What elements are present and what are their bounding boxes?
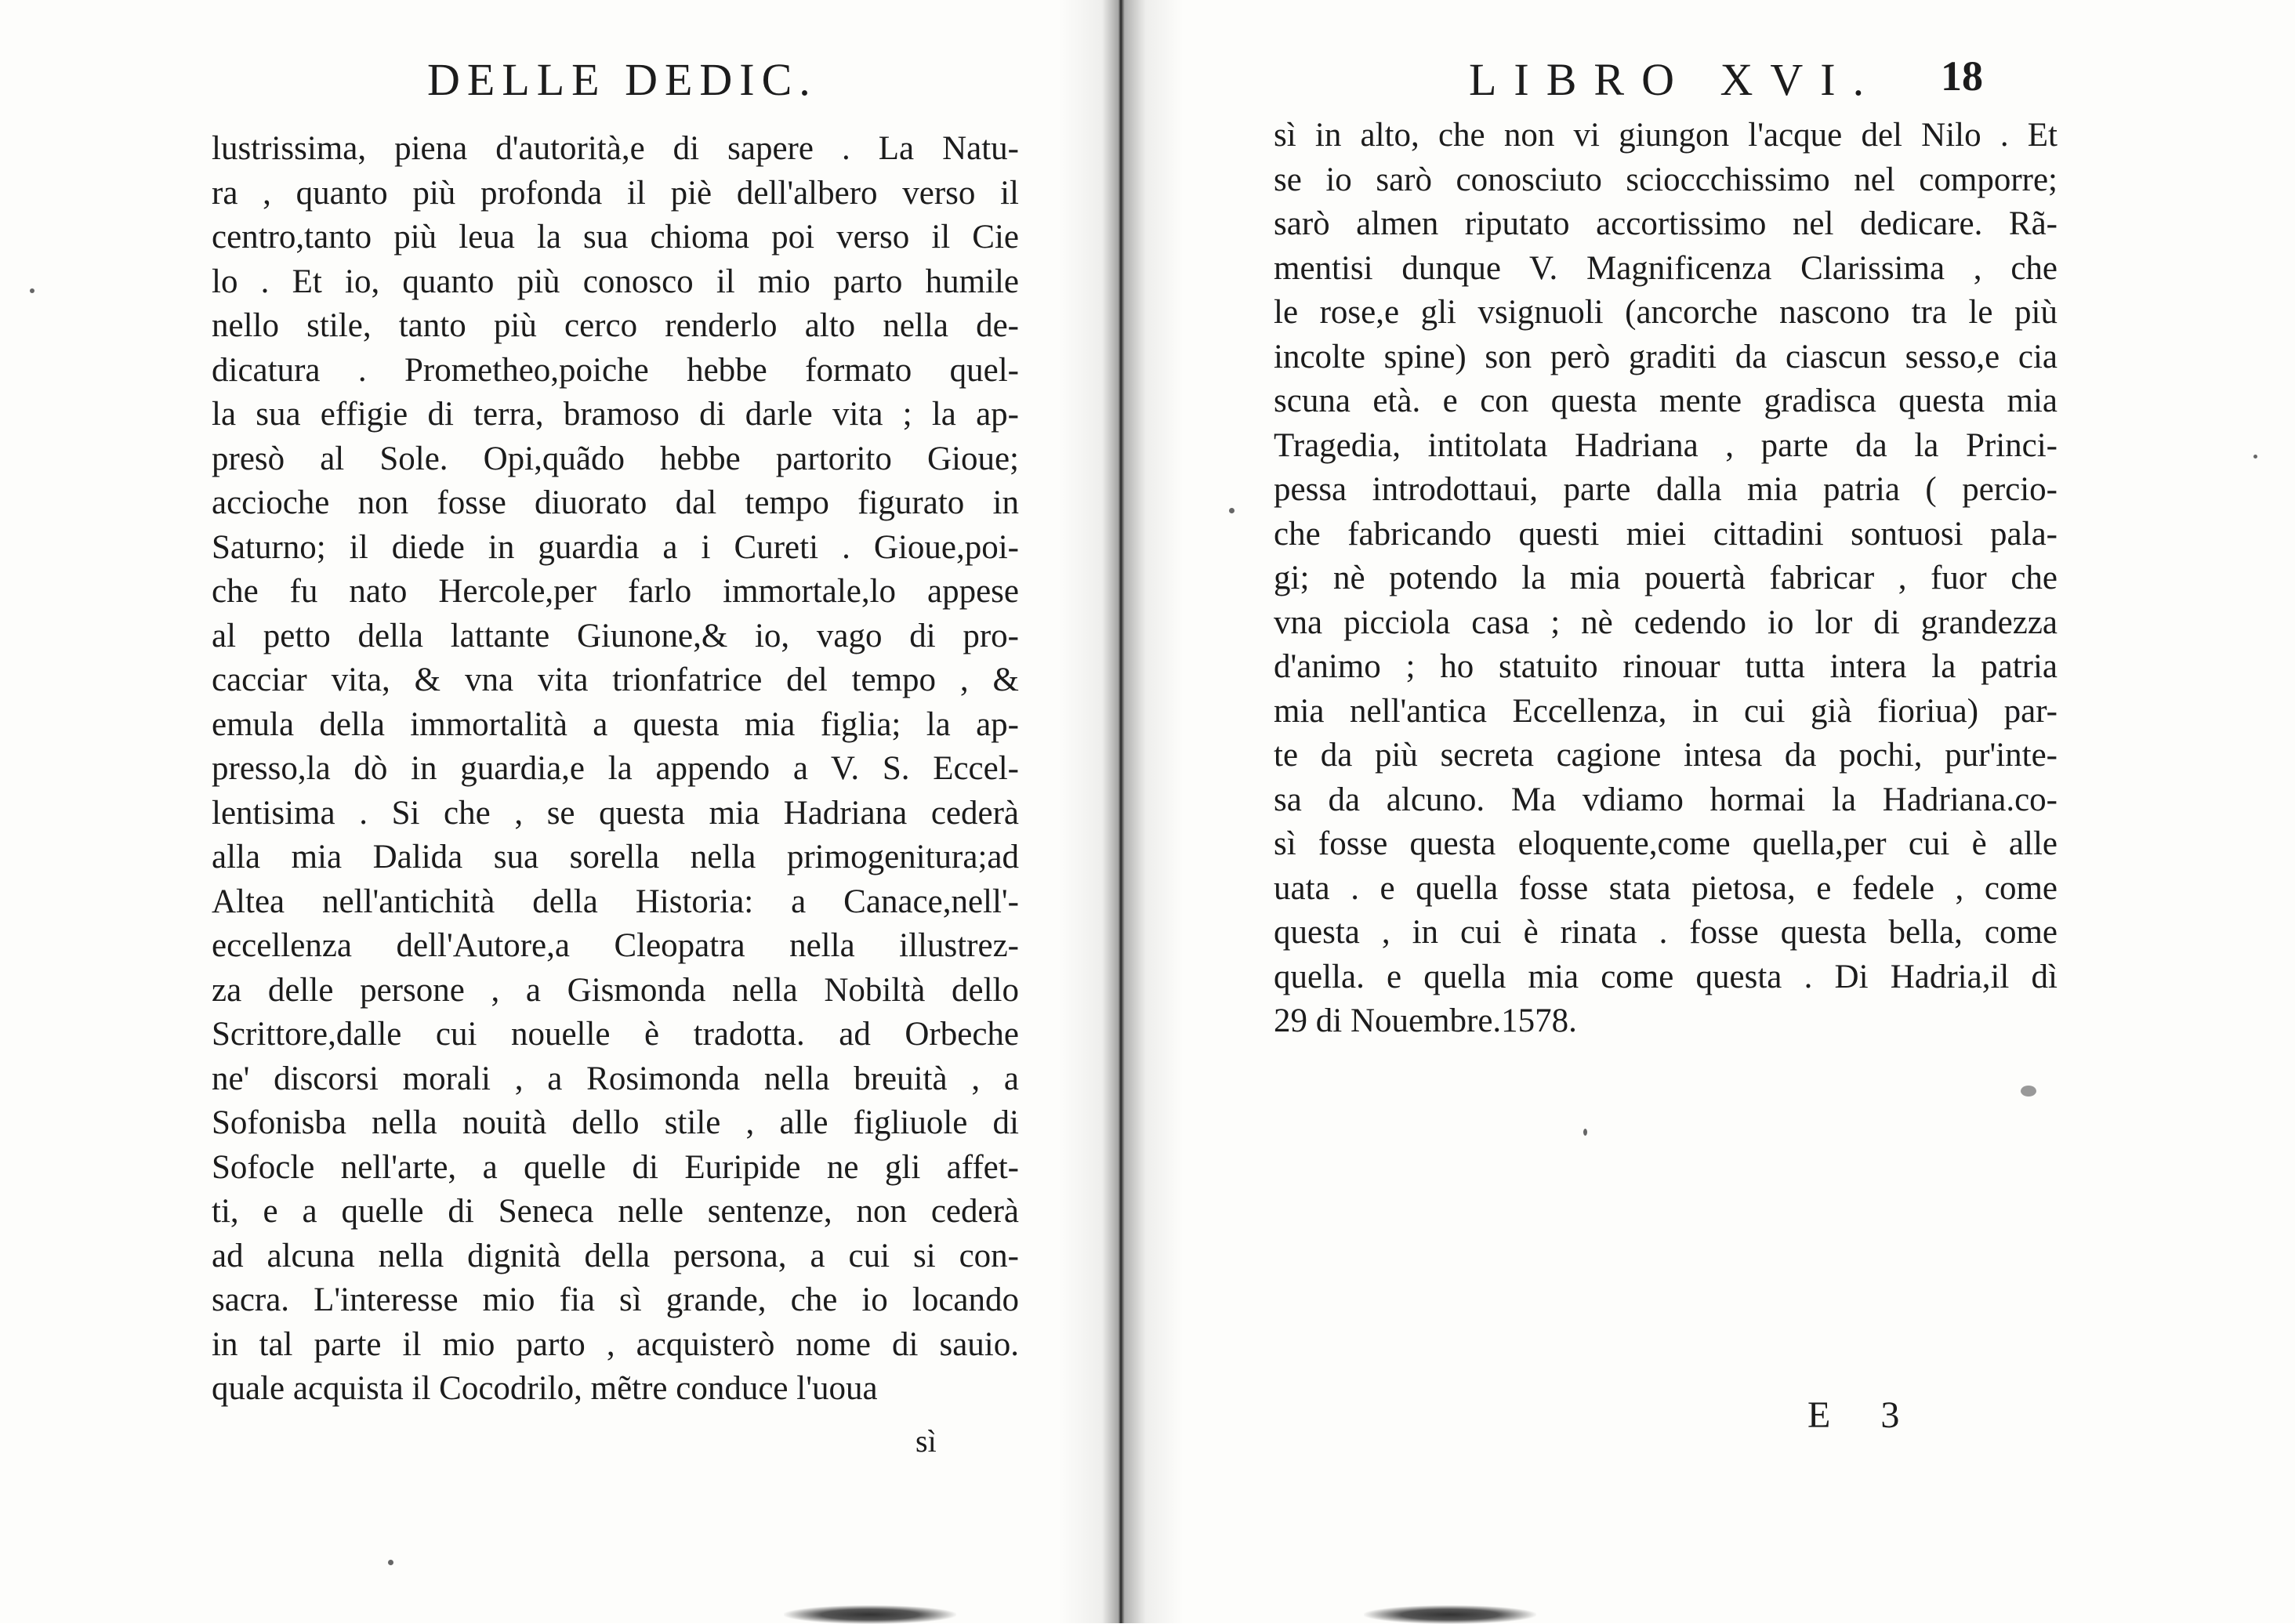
text-line: 29 di Nouembre.1578. [1274,1002,1577,1039]
text-line: Sofonisba nella nouità dello stile , alle figliuole di [212,1104,1019,1141]
paper-speck [388,1560,393,1565]
text-line: sì fosse questa eloquente,come quella,per cui è alle [1274,825,2058,862]
text-line: quale acquista il Cocodrilo, mẽtre conduce l'uoua [212,1370,878,1407]
text-line: le rose,e gli vsignuoli (ancorche nascono tra le più [1274,294,2058,331]
text-line: Scrittore,dalle cui nouelle è tradotta. ad Orbeche [212,1016,1019,1053]
text-line: accioche non fosse diuorato dal tempo figurato in [212,484,1019,521]
text-line: eccellenza dell'Autore,a Cleopatra nella illustrez- [212,927,1019,964]
left-page [0,0,1148,1623]
text-line: al petto della lattante Giunone,& io, vago di pro- [212,617,1019,654]
text-line: Tragedia, intitolata Hadriana , parte da la Princi- [1274,426,2058,464]
text-line: quella. e quella mia come questa . Di Hadria,il dì [1274,958,2058,995]
ornament-fragment [784,1605,956,1624]
right-page [1148,0,2295,1623]
text-line: vna picciola casa ; nè cedendo io lor di grandezza [1274,604,2058,641]
paper-speck [1583,1129,1587,1136]
text-line: dicatura . Prometheo,poiche hebbe formato quel- [212,351,1019,389]
body-text [1274,114,2058,1044]
text-line: ra , quanto più profonda il piè dell'albero verso il [212,174,1019,212]
text-line: presso,la dò in guardia,e la appendo a V. S. Eccel- [212,750,1019,787]
text-line: in tal parte il mio parto , acquisterò nome di sauio. [212,1325,1019,1363]
page-number: 18 [1941,53,1983,100]
text-line: za delle persone , a Gismonda nella Nobiltà dello [212,971,1019,1009]
text-line: la sua effigie di terra, bramoso di darle vita ; la ap- [212,396,1019,433]
text-line: gi; nè potendo la mia pouertà fabricar , fuor che [1274,560,2058,596]
text-line: incolte spine) son però graditi da ciascun sesso,e cia [1274,338,2058,375]
text-line: ti, e a quelle di Seneca nelle sentenze, non cederà [212,1193,1019,1230]
ornament-fragment [1364,1605,1536,1624]
catchword: sì [915,1423,937,1459]
text-line: che fabricando questi miei cittadini sontuosi pala- [1274,515,2058,553]
text-line: sarò almen riputato accortissimo nel dedicare. Rã- [1274,205,2058,242]
text-line: ne' discorsi morali , a Rosimonda nella breuità , a [212,1060,1019,1097]
text-line: che fu nato Hercole,per farlo immortale,lo appese [212,573,1019,610]
text-line: mentisi dunque V. Magnificenza Clarissima , che [1274,249,2058,287]
text-line: sì in alto, che non vi giungon l'acque del Nilo . Et [1274,117,2058,154]
text-line: presò al Sole. Opi,quãdo hebbe partorito Gioue; [212,440,1019,477]
signature-mark: E 3 [1807,1394,1920,1436]
text-line: Altea nell'antichità della Historia: a Canace,nell'- [212,883,1019,920]
text-line: te da più secreta cagione intesa da pochi, pur'inte- [1274,737,2058,774]
text-line: questa , in cui è rinata . fosse questa bella, come [1274,914,2058,951]
running-head: DELLE DEDIC. [427,54,818,105]
text-line: mia nell'antica Eccellenza, in cui già fioriua) par- [1274,692,2058,730]
text-line: nello stile, tanto più cerco renderlo alto nella de- [212,307,1019,344]
text-line: cacciar vita, & vna vita trionfatrice del tempo , & [212,662,1019,698]
paper-speck [1229,508,1235,513]
text-line: se io sarò conosciuto scioccchissimo nel comporre; [1274,161,2058,198]
text-line: emula della immortalità a questa mia figlia; la ap- [212,705,1019,743]
text-line: lo . Et io, quanto più conosco il mio parto humile [212,263,1019,300]
text-line: pessa introdottaui, parte dalla mia patria ( percio- [1274,471,2058,508]
text-line: scuna età. e con questa mente gradisca questa mia [1274,382,2058,419]
paper-speck [2253,455,2257,459]
text-line: Saturno; il diede in guardia a i Cureti . Gioue,poi- [212,528,1019,566]
text-line: uata . e quella fosse stata pietosa, e fedele , come [1274,869,2058,907]
body-text [212,127,1019,1412]
text-line: lentisima . Si che , se questa mia Hadriana cederà [212,794,1019,832]
text-line: alla mia Dalida sua sorella nella primogenitura;ad [212,839,1019,875]
text-line: sacra. L'interesse mio fia sì grande, che io locando [212,1281,1019,1318]
text-line: sa da alcuno. Ma vdiamo hormai la Hadriana.co- [1274,781,2058,818]
text-line: centro,tanto più leua la sua chioma poi verso il Cie [212,219,1019,256]
running-head: LIBRO XVI. [1469,54,1882,105]
paper-speck [2021,1086,2036,1097]
text-line: Sofocle nell'arte, a quelle di Euripide ne gli affet- [212,1148,1019,1186]
paper-speck [30,288,34,293]
text-line: lustrissima, piena d'autorità,e di sapere . La Natu- [212,130,1019,167]
text-line: d'animo ; ho statuito rinouar tutta intera la patria [1274,648,2058,685]
text-line: ad alcuna nella dignità della persona, a cui si con- [212,1237,1019,1274]
